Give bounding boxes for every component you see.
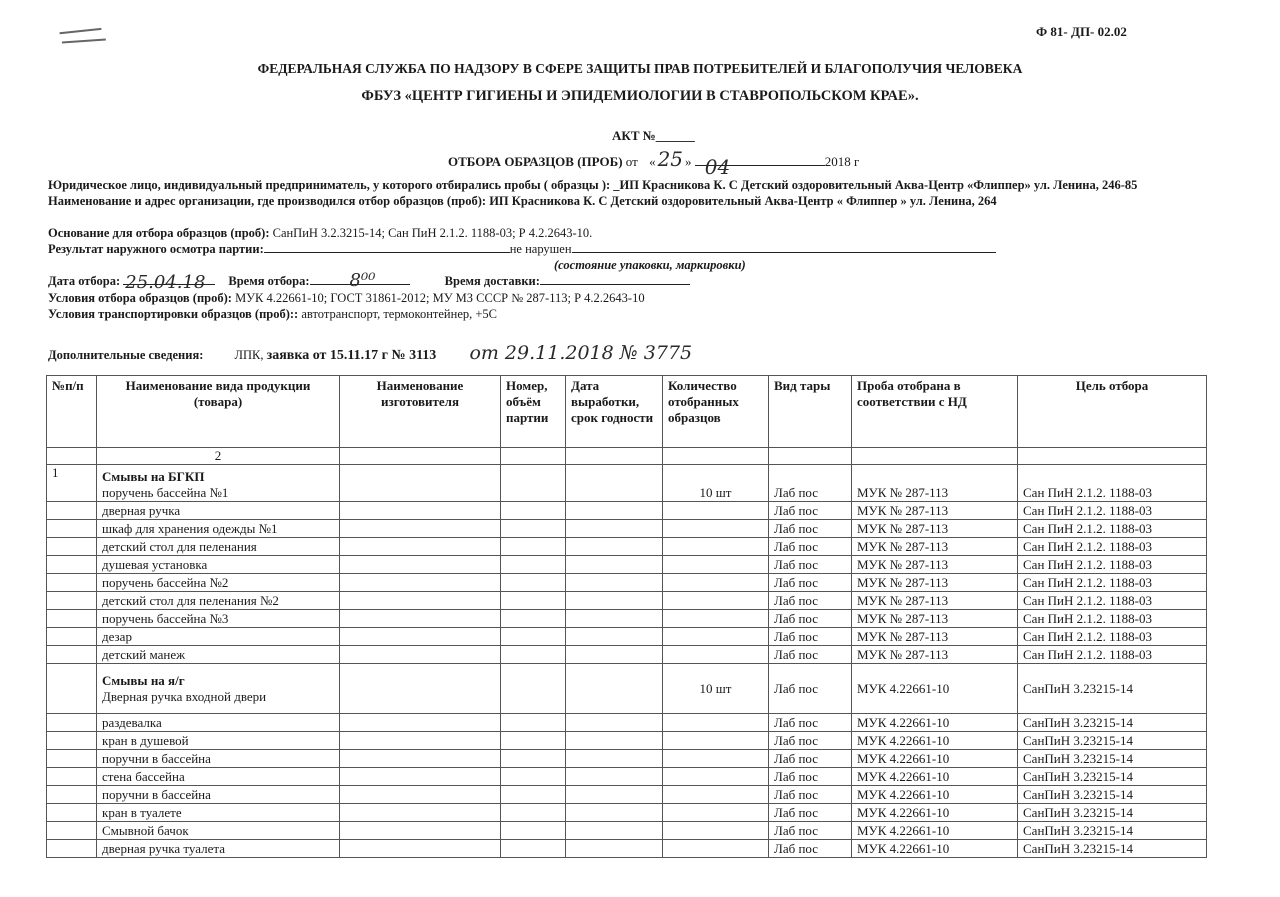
quantity-cell: [663, 822, 769, 840]
container-cell: Лаб пос: [769, 822, 852, 840]
table-row: [47, 732, 1207, 750]
production-date-cell: [566, 465, 663, 502]
product-name: поручень бассейна №1: [102, 485, 229, 500]
nd-cell: МУК 4.22661-10: [852, 714, 1018, 732]
extra-prefix: ЛПК,: [234, 348, 264, 362]
quantity-cell: [663, 628, 769, 646]
product-name-cell: [97, 714, 340, 732]
delivery-label: Время доставки:: [444, 274, 540, 288]
product-name-cell: [97, 502, 340, 520]
manufacturer-cell: [340, 502, 501, 520]
nd-cell: МУК 4.22661-10: [852, 786, 1018, 804]
quantity-cell: [663, 840, 769, 858]
batch-cell: [501, 804, 566, 822]
batch-cell: [501, 664, 566, 714]
quantity-cell: [663, 804, 769, 822]
nd-cell: МУК 4.22661-10: [852, 804, 1018, 822]
nd-cell: МУК № 287-113: [852, 556, 1018, 574]
goal-cell: Сан ПиН 2.1.2. 1188-03: [1018, 520, 1207, 538]
col-header-batch: Номер, объём партии: [501, 376, 566, 448]
product-name: детский стол для пеленания: [102, 539, 257, 554]
goal-cell: Сан ПиН 2.1.2. 1188-03: [1018, 502, 1207, 520]
basis-line: [48, 226, 592, 241]
manufacturer-cell: [340, 628, 501, 646]
nd-cell: МУК 4.22661-10: [852, 750, 1018, 768]
quantity-cell: [663, 538, 769, 556]
manufacturer-cell: [340, 768, 501, 786]
product-name: детский стол для пеленания №2: [102, 593, 279, 608]
manufacturer-cell: [340, 804, 501, 822]
goal-cell: СанПиН 3.23215-14: [1018, 840, 1207, 858]
row-number: [47, 840, 97, 858]
batch-cell: [501, 714, 566, 732]
manufacturer-cell: [340, 610, 501, 628]
container-cell: Лаб пос: [769, 502, 852, 520]
transport-label: Условия транспортировки образцов (проб)::: [48, 307, 299, 321]
extra-label: Дополнительные сведения:: [48, 348, 204, 362]
nd-cell: МУК 4.22661-10: [852, 664, 1018, 714]
container-cell: Лаб пос: [769, 786, 852, 804]
manufacturer-cell: [340, 750, 501, 768]
product-name-cell: [97, 574, 340, 592]
product-name-cell: [97, 538, 340, 556]
production-date-cell: [566, 592, 663, 610]
production-date-cell: [566, 840, 663, 858]
row-number: [47, 714, 97, 732]
act-date-close: »: [685, 154, 692, 169]
nd-cell: МУК 4.22661-10: [852, 732, 1018, 750]
act-title: АКТ №______: [612, 128, 695, 143]
product-name: поручень бассейна №3: [102, 611, 229, 626]
quantity-cell: [663, 610, 769, 628]
goal-cell: Сан ПиН 2.1.2. 1188-03: [1018, 628, 1207, 646]
goal-cell: Сан ПиН 2.1.2. 1188-03: [1018, 465, 1207, 502]
container-cell: Лаб пос: [769, 714, 852, 732]
product-name-cell: [97, 840, 340, 858]
manufacturer-cell: [340, 520, 501, 538]
batch-cell: [501, 768, 566, 786]
inspection-label: Результат наружного осмотра партии:: [48, 242, 264, 256]
table-row: [47, 592, 1207, 610]
production-date-cell: [566, 556, 663, 574]
product-name: дезар: [102, 629, 132, 644]
cell: [340, 448, 501, 465]
product-name: поручень бассейна №2: [102, 575, 229, 590]
col-header-container: Вид тары: [769, 376, 852, 448]
container-cell: Лаб пос: [769, 574, 852, 592]
manufacturer-cell: [340, 574, 501, 592]
manufacturer-cell: [340, 664, 501, 714]
table-row: [47, 768, 1207, 786]
cell: [501, 448, 566, 465]
col-header-num: №п/п: [47, 376, 97, 448]
cell: [1018, 448, 1207, 465]
container-cell: Лаб пос: [769, 664, 852, 714]
production-date-cell: [566, 786, 663, 804]
production-date-cell: [566, 628, 663, 646]
org-line-2: ФБУЗ «ЦЕНТР ГИГИЕНЫ И ЭПИДЕМИОЛОГИИ В СТАВРОПОЛЬСКОМ КРАЕ».: [361, 88, 919, 104]
cell: [566, 448, 663, 465]
column-number: 2: [97, 448, 340, 465]
production-date-cell: [566, 646, 663, 664]
quantity-cell: 10 шт: [663, 664, 769, 714]
production-date-cell: [566, 502, 663, 520]
conditions-label: Условия отбора образцов (проб):: [48, 291, 232, 305]
samples-table: [46, 375, 1207, 858]
product-name: стена бассейна: [102, 769, 185, 784]
inspection-note: (состояние упаковки, маркировки): [554, 258, 746, 272]
manufacturer-cell: [340, 538, 501, 556]
product-name-cell: [97, 786, 340, 804]
goal-cell: СанПиН 3.23215-14: [1018, 786, 1207, 804]
nd-cell: МУК № 287-113: [852, 538, 1018, 556]
quantity-cell: [663, 714, 769, 732]
manufacturer-cell: [340, 822, 501, 840]
sampling-place: Наименование и адрес организации, где производился отбор образцов (проб): ИП Красникова К. С Детский оздоровительный Аква-Центр « Флиппер » ул. Ленина, 264: [48, 194, 997, 208]
manufacturer-cell: [340, 840, 501, 858]
quantity-cell: [663, 786, 769, 804]
table-header: [47, 376, 1207, 448]
nd-cell: МУК 4.22661-10: [852, 840, 1018, 858]
batch-cell: [501, 750, 566, 768]
manufacturer-cell: [340, 714, 501, 732]
inspection-line: [48, 242, 996, 257]
col-header-goal: Цель отбора: [1018, 376, 1207, 448]
container-cell: Лаб пос: [769, 465, 852, 502]
quantity-cell: [663, 520, 769, 538]
col-header-manufacturer: Наименование изготовителя: [340, 376, 501, 448]
container-cell: Лаб пос: [769, 520, 852, 538]
production-date-cell: [566, 804, 663, 822]
row-number: [47, 804, 97, 822]
batch-cell: [501, 502, 566, 520]
product-name-cell: [97, 520, 340, 538]
cell: [47, 448, 97, 465]
time-line: [310, 270, 410, 291]
col-header-quantity: Количество отобранных образцов: [663, 376, 769, 448]
product-name-cell: [97, 592, 340, 610]
table-row: [47, 538, 1207, 556]
goal-cell: Сан ПиН 2.1.2. 1188-03: [1018, 556, 1207, 574]
act-date-open: «: [649, 154, 656, 169]
production-date-cell: [566, 664, 663, 714]
product-name: душевая установка: [102, 557, 208, 572]
goal-cell: СанПиН 3.23215-14: [1018, 664, 1207, 714]
manufacturer-cell: [340, 556, 501, 574]
row-number: [47, 610, 97, 628]
production-date-cell: [566, 768, 663, 786]
row-number: [47, 556, 97, 574]
product-name-cell: [97, 804, 340, 822]
product-name-cell: [97, 610, 340, 628]
goal-cell: СанПиН 3.23215-14: [1018, 750, 1207, 768]
cell: [663, 448, 769, 465]
container-cell: Лаб пос: [769, 804, 852, 822]
table-row: [47, 840, 1207, 858]
quantity-cell: [663, 556, 769, 574]
product-name-cell: [97, 822, 340, 840]
extra-handwritten: от 29.11.2018 № 3775: [469, 342, 693, 364]
conditions-line: [48, 291, 645, 306]
batch-cell: [501, 465, 566, 502]
goal-cell: Сан ПиН 2.1.2. 1188-03: [1018, 610, 1207, 628]
row-number: [47, 822, 97, 840]
batch-cell: [501, 786, 566, 804]
act-date-day: 25: [657, 147, 684, 171]
table-row: [47, 804, 1207, 822]
production-date-cell: [566, 610, 663, 628]
form-code: Ф 81- ДП- 02.02: [1036, 24, 1127, 39]
container-cell: Лаб пос: [769, 768, 852, 786]
production-date-cell: [566, 714, 663, 732]
product-name-cell: [97, 646, 340, 664]
extra-value: заявка от 15.11.17 г № 3113: [266, 348, 437, 363]
nd-cell: МУК № 287-113: [852, 520, 1018, 538]
act-subtitle: ОТБОРА ОБРАЗЦОВ (ПРОБ): [448, 154, 623, 169]
batch-cell: [501, 538, 566, 556]
cell: [852, 448, 1018, 465]
act-subtitle-line: [448, 147, 860, 179]
product-name: шкаф для хранения одежды №1: [102, 521, 278, 536]
product-name: дверная ручка: [102, 503, 181, 518]
product-name-cell: [97, 732, 340, 750]
container-cell: Лаб пос: [769, 628, 852, 646]
table-row: [47, 574, 1207, 592]
batch-cell: [501, 610, 566, 628]
goal-cell: Сан ПиН 2.1.2. 1188-03: [1018, 538, 1207, 556]
legal-entity: Юридическое лицо, индивидуальный предприниматель, у которого отбирались пробы ( образцы ): _ИП Красникова К. С Детский оздоровительный Аква-Центр «Флиппер» ул. Ленина, 246-85: [48, 178, 1138, 192]
batch-cell: [501, 822, 566, 840]
table-body: [47, 448, 1207, 858]
row-number: [47, 520, 97, 538]
row-number: [47, 732, 97, 750]
batch-cell: [501, 574, 566, 592]
row-number: 1: [47, 465, 97, 502]
row-number: [47, 768, 97, 786]
conditions-value: МУК 4.22661-10; ГОСТ 31861-2012; МУ МЗ СССР № 287-113; Р 4.2.2643-10: [235, 291, 645, 305]
batch-cell: [501, 840, 566, 858]
product-name: кран в туалете: [102, 805, 182, 820]
table-row: [47, 646, 1207, 664]
goal-cell: СанПиН 3.23215-14: [1018, 768, 1207, 786]
product-name: Смывной бачок: [102, 823, 189, 838]
product-name: дверная ручка туалета: [102, 841, 225, 856]
org-line-1: ФЕДЕРАЛЬНАЯ СЛУЖБА ПО НАДЗОРУ В СФЕРЕ ЗАЩИТЫ ПРАВ ПОТРЕБИТЕЛЕЙ И БЛАГОПОЛУЧИЯ ЧЕЛОВЕКА: [257, 61, 1023, 76]
production-date-cell: [566, 538, 663, 556]
quantity-cell: [663, 732, 769, 750]
row-number: [47, 502, 97, 520]
goal-cell: СанПиН 3.23215-14: [1018, 804, 1207, 822]
transport-value: автотранспорт, термоконтейнер, +5С: [301, 307, 497, 321]
cell: [769, 448, 852, 465]
table-row: [47, 628, 1207, 646]
date-value: 25.04.18: [125, 272, 206, 293]
inspection-underline: [572, 252, 996, 253]
product-name-cell: [97, 556, 340, 574]
production-date-cell: [566, 750, 663, 768]
manufacturer-cell: [340, 465, 501, 502]
extra-line: [48, 342, 692, 364]
table-row: [47, 664, 1207, 714]
column-number-row: [47, 448, 1207, 465]
act-date-prefix: от: [625, 154, 638, 169]
product-name: раздевалка: [102, 715, 162, 730]
date-label: Дата отбора:: [48, 274, 121, 288]
inspection-blank: [264, 252, 510, 253]
act-date-year: 2018 г: [824, 154, 860, 169]
goal-cell: Сан ПиН 2.1.2. 1188-03: [1018, 574, 1207, 592]
batch-cell: [501, 646, 566, 664]
container-cell: Лаб пос: [769, 610, 852, 628]
container-cell: Лаб пос: [769, 646, 852, 664]
batch-cell: [501, 520, 566, 538]
act-date-month-line: [695, 155, 825, 179]
table-row: [47, 556, 1207, 574]
product-name: Дверная ручка входной двери: [102, 688, 267, 704]
row-number: [47, 786, 97, 804]
nd-cell: МУК № 287-113: [852, 502, 1018, 520]
sampling-time-line: [48, 270, 690, 293]
col-header-production-date: Дата выработки, срок годности: [566, 376, 663, 448]
delivery-line: [540, 284, 690, 285]
goal-cell: Сан ПиН 2.1.2. 1188-03: [1018, 592, 1207, 610]
goal-cell: СанПиН 3.23215-14: [1018, 732, 1207, 750]
production-date-cell: [566, 822, 663, 840]
table-row: [47, 750, 1207, 768]
product-name: кран в душевой: [102, 733, 189, 748]
quantity-cell: [663, 768, 769, 786]
production-date-cell: [566, 520, 663, 538]
quantity-cell: [663, 502, 769, 520]
container-cell: Лаб пос: [769, 592, 852, 610]
nd-cell: МУК 4.22661-10: [852, 822, 1018, 840]
product-name-cell: [97, 750, 340, 768]
container-cell: Лаб пос: [769, 732, 852, 750]
quantity-cell: [663, 750, 769, 768]
table-row: [47, 714, 1207, 732]
row-number: [47, 646, 97, 664]
nd-cell: МУК № 287-113: [852, 646, 1018, 664]
time-label: Время отбора:: [228, 274, 310, 288]
nd-cell: МУК № 287-113: [852, 592, 1018, 610]
quantity-cell: [663, 646, 769, 664]
batch-cell: [501, 556, 566, 574]
col-header-product: Наименование вида продукции (товара): [97, 376, 340, 448]
product-name: поручни в бассейна: [102, 787, 211, 802]
basis-label: Основание для отбора образцов (проб):: [48, 226, 270, 240]
batch-cell: [501, 592, 566, 610]
row-number: [47, 750, 97, 768]
inspection-value: не нарушен: [509, 242, 572, 256]
transport-line: [48, 307, 497, 322]
basis-value: СанПиН 3.2.3215-14; Сан ПиН 2.1.2. 1188-03; Р 4.2.2643-10.: [272, 226, 593, 240]
batch-cell: [501, 732, 566, 750]
product-name-cell: [97, 768, 340, 786]
nd-cell: МУК № 287-113: [852, 465, 1018, 502]
batch-cell: [501, 628, 566, 646]
manufacturer-cell: [340, 592, 501, 610]
product-name-cell: [97, 465, 340, 502]
act-date-month: 04: [704, 155, 731, 179]
table-row: [47, 520, 1207, 538]
row-number: [47, 592, 97, 610]
table-row: [47, 465, 1207, 502]
row-number: [47, 574, 97, 592]
product-name: детский манеж: [102, 647, 186, 662]
nd-cell: МУК № 287-113: [852, 610, 1018, 628]
container-cell: Лаб пос: [769, 538, 852, 556]
manufacturer-cell: [340, 646, 501, 664]
nd-cell: МУК № 287-113: [852, 628, 1018, 646]
quantity-cell: [663, 574, 769, 592]
row-number: [47, 664, 97, 714]
group-title: Смывы на БГКП: [102, 469, 205, 484]
goal-cell: Сан ПиН 2.1.2. 1188-03: [1018, 646, 1207, 664]
table-row: [47, 822, 1207, 840]
product-name-cell: [97, 628, 340, 646]
quantity-cell: [663, 592, 769, 610]
container-cell: Лаб пос: [769, 556, 852, 574]
goal-cell: СанПиН 3.23215-14: [1018, 714, 1207, 732]
table-row: [47, 502, 1207, 520]
product-name-cell: [97, 664, 340, 714]
production-date-cell: [566, 574, 663, 592]
row-number: [47, 538, 97, 556]
production-date-cell: [566, 732, 663, 750]
manufacturer-cell: [340, 786, 501, 804]
table-row: [47, 786, 1207, 804]
nd-cell: МУК 4.22661-10: [852, 768, 1018, 786]
table-row: [47, 610, 1207, 628]
manufacturer-cell: [340, 732, 501, 750]
row-number: [47, 628, 97, 646]
product-name: поручни в бассейна: [102, 751, 211, 766]
group-title: Смывы на я/г: [102, 672, 185, 688]
time-value: 8⁰⁰: [349, 270, 376, 291]
goal-cell: СанПиН 3.23215-14: [1018, 822, 1207, 840]
quantity-cell: 10 шт: [663, 465, 769, 502]
nd-cell: МУК № 287-113: [852, 574, 1018, 592]
col-header-nd: Проба отобрана в соответствии с НД: [852, 376, 1018, 448]
container-cell: Лаб пос: [769, 750, 852, 768]
date-line: [123, 272, 215, 293]
container-cell: Лаб пос: [769, 840, 852, 858]
